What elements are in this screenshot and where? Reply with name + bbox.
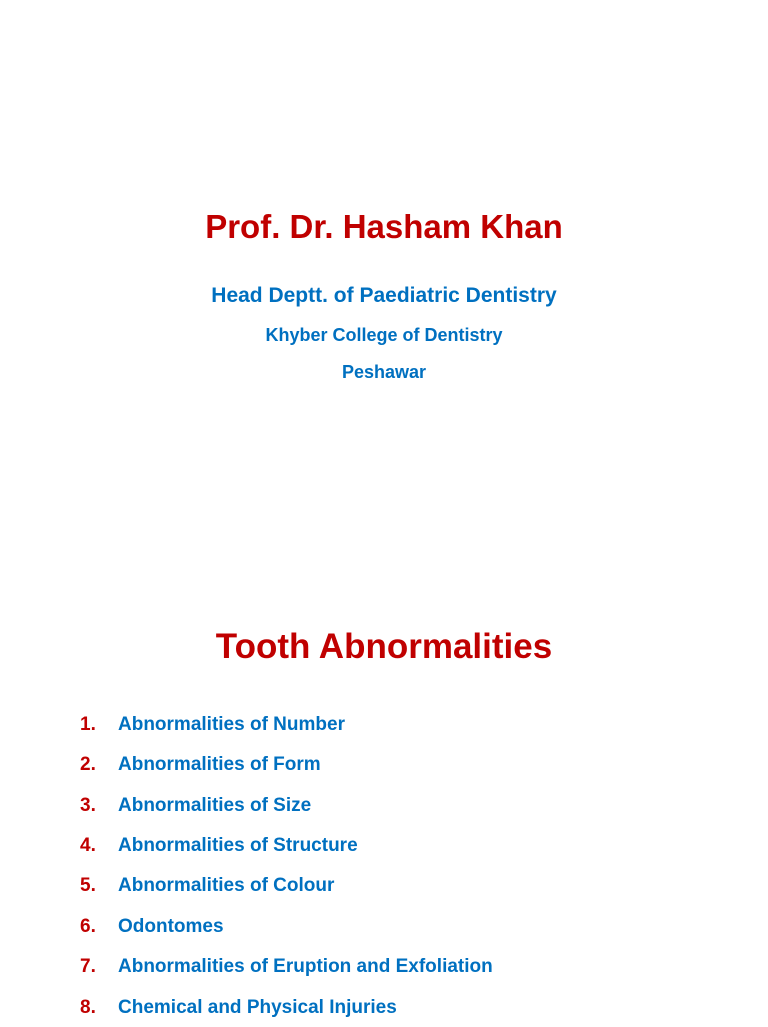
list-number: 8. xyxy=(80,997,96,1018)
list-number: 1. xyxy=(80,714,96,735)
list-number: 4. xyxy=(80,835,96,856)
list-text: Chemical and Physical Injuries xyxy=(118,997,397,1018)
presenter-name: Prof. Dr. Hasham Khan xyxy=(205,208,563,245)
presenter-position: Head Deptt. of Paediatric Dentistry xyxy=(211,284,557,307)
list-number: 7. xyxy=(80,956,96,977)
list-number: 6. xyxy=(80,916,96,937)
list-number: 5. xyxy=(80,875,96,896)
list-text: Abnormalities of Colour xyxy=(118,875,335,896)
list-number: 3. xyxy=(80,795,96,816)
city: Peshawar xyxy=(341,362,427,382)
list-text: Odontomes xyxy=(118,916,224,937)
list-text: Abnormalities of Size xyxy=(118,795,312,816)
institution: Khyber College of Dentistry xyxy=(265,325,503,345)
list-text: Abnormalities of Structure xyxy=(118,835,358,856)
list-number: 2. xyxy=(80,754,96,775)
list-text: Abnormalities of Number xyxy=(118,714,345,735)
slide-title: Tooth Abnormalities xyxy=(215,627,553,666)
list-text: Abnormalities of Form xyxy=(118,754,321,775)
list-text: Abnormalities of Eruption and Exfoliation xyxy=(118,956,493,977)
